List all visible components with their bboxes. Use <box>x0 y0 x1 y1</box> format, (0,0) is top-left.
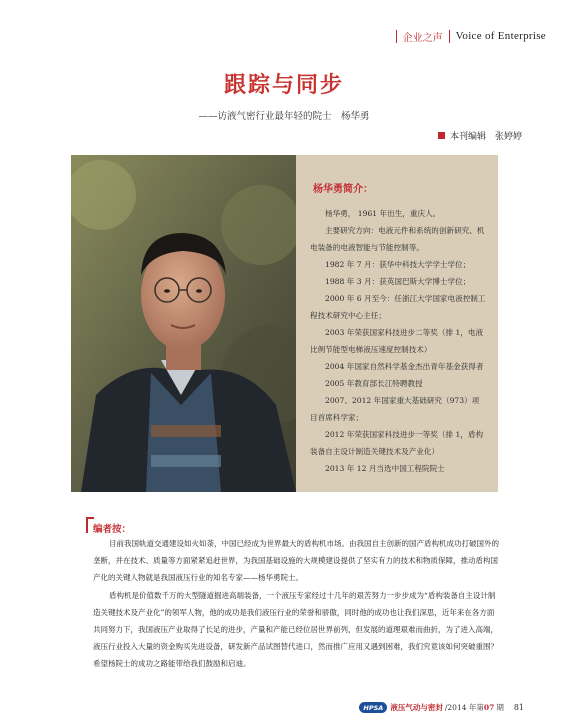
bio-paragraph: 2007、2012 年国家重大基础研究（973）项目首席科学家； <box>310 396 480 422</box>
note-corner-mark <box>86 517 88 533</box>
editor-note <box>93 535 501 673</box>
magazine-logo: HPSA <box>359 702 387 713</box>
bio-text <box>310 205 486 477</box>
bio-paragraph: 1982 年 7 月：获华中科技大学学士学位； <box>325 260 471 269</box>
bio-paragraph: 2004 年国家自然科学基金杰出青年基金获得者 <box>325 362 484 371</box>
bio-paragraph: 主要研究方向：电液元件和系统的创新研究、机电装备的电液智能与节能控制等。 <box>310 226 485 252</box>
byline-text: 本刊编辑 张婷婷 <box>449 132 522 142</box>
header-divider <box>396 30 397 43</box>
bio-paragraph: 2003 年荣获国家科技进步二等奖（排 1，电液比例节能型电梯液压速度控制技术） <box>310 328 484 354</box>
portrait-photo <box>71 155 296 492</box>
bio-paragraph: 2005 年教育部长江特聘教授 <box>325 379 423 388</box>
magazine-name: 液压气动与密封 <box>390 703 443 712</box>
issue-prefix: /2014 年第 <box>444 703 484 712</box>
article-subtitle: ——访液气密行业最年轻的院士 杨华勇 <box>198 111 370 122</box>
running-header <box>396 28 546 44</box>
note-corner-mark <box>86 517 94 519</box>
bio-paragraph: 杨华勇， 1961 年出生，重庆人。 <box>325 209 441 218</box>
issue-number: 07 <box>483 703 495 712</box>
bio-paragraph: 2013 年 12 月当选中国工程院院士 <box>325 464 445 473</box>
bio-paragraph: 2012 年荣获国家科技进步一等奖（排 1，盾构装备自主设计制造关键技术及产业化） <box>310 430 484 456</box>
article-title: 跟踪与同步 <box>223 73 344 98</box>
byline-marker-icon <box>438 132 445 139</box>
bio-paragraph: 1988 年 3 月：获英国巴斯大学博士学位； <box>325 277 471 286</box>
editor-note-paragraph: 盾构机是价值数千万的大型隧道掘进高端装备，一个液压专家经过十几年的艰苦努力一步步成为“盾构装备自主设计制造关键技术及产业化”的领军人物，他的成功是我们液压行业的荣誉和骄傲，同时他的成功也让我们深思，近年来在各方面共同努力下，我国液压产业取得了长足的进步，产量和产能已经位居世界前列，但发展的道理艰难而曲折，为了进入高端，液压行业投入大量的资金购买先进设备，研发新产品试图替代进口，然而推广应用又遇到困难，我们究竟该如何突破重围？希望杨院士的成功之路能带给我们鼓励和启迪。 <box>93 590 498 669</box>
portrait-image <box>71 155 296 492</box>
editor-note-label: 编者按： <box>93 524 132 535</box>
header-divider <box>449 30 450 43</box>
bio-heading: 杨华勇简介： <box>313 184 373 195</box>
bio-paragraph: 2000 年 6 月至今：任浙江大学国家电液控制工程技术研究中心主任； <box>310 294 486 320</box>
page-footer <box>359 702 524 713</box>
byline <box>438 129 522 142</box>
issue-suffix: 期 <box>496 703 504 712</box>
section-name-english: Voice of Enterprise <box>455 30 546 42</box>
page-number: 81 <box>513 703 524 712</box>
editor-note-paragraph: 目前我国轨道交通建设如火如荼，中国已经成为世界最大的盾构机市场。由我国自主创新的国产盾构机成功打破国外的垄断，并在技术、质量等方面紧紧追赶世界，为我国基础设施的大规模建设提供了坚实有力的技术和物质保障，推动盾构国产化的关键人物就是我国液压行业的知名专家——杨华勇院士。 <box>93 539 499 583</box>
section-name: 企业之声 <box>402 32 443 44</box>
